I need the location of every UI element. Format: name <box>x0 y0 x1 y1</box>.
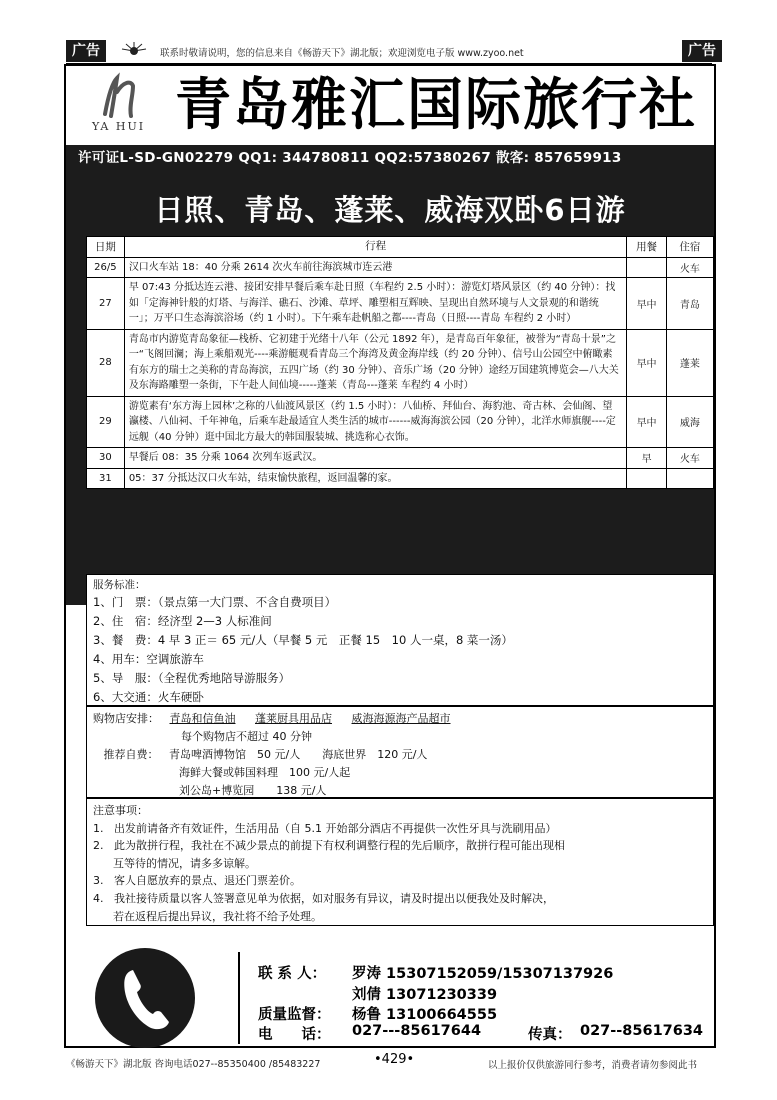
row-route: 汉口火车站 18：40 分乘 2614 次火车前往海滨城市连云港 <box>124 257 627 278</box>
row-route: 早 07:43 分抵达连云港、接团安排早餐后乘车赴日照（车程约 2.5 小时）：游览灯塔风景区（约 40 分钟）：找如「定海神针般的灯塔、与海洋、礁石、沙滩、草坪、雕塑相互辉映、呈现出自然环境与人文景观的和谐统一」；万平口生态海滨浴场（约 1 小时）。下午乘车赴帆船之都----青岛（日照----青岛 车程约 2 小时） <box>124 278 627 330</box>
optional-line <box>93 746 707 764</box>
shopping-label: 购物店安排： <box>93 712 159 725</box>
table-row <box>87 278 714 330</box>
license-line: 许可证L-SD-GN02279 QQ1: 344780811 QQ2:57380267 散客: 857659913 <box>78 150 622 166</box>
tel-label: 电 话： <box>258 1027 331 1043</box>
tel-number: 027---85617644 <box>352 1023 482 1039</box>
note-item: 2. 此为散拼行程，我社在不减少景点的前提下有权利调整行程的先后顺序，散拼行程可能出现相 <box>93 839 565 853</box>
shopping-section <box>86 706 714 798</box>
row-meal: 早中 <box>627 329 666 396</box>
row-meal: 早 <box>627 448 666 469</box>
row-date: 28 <box>87 329 125 396</box>
table-row <box>87 448 714 469</box>
phone-icon <box>95 948 195 1048</box>
optional-label: 推荐自费： <box>103 748 159 761</box>
note-item-cont: 若在返程后提出异议，我社将不给予处理。 <box>113 909 322 923</box>
brand-sub: YA HUI <box>92 120 146 133</box>
footer-left: 《畅游天下》湖北版 咨询电话027--85350400 /85483227 <box>66 1059 321 1070</box>
row-route: 05：37 分抵达汉口火车站，结束愉快旅程，返回温馨的家。 <box>124 468 627 489</box>
supervisor-label: 质量监督： <box>258 1007 331 1023</box>
row-meal: 早中 <box>627 278 666 330</box>
service-item: 1、门 票：（景点第一大门票、不含自费项目） <box>93 595 337 609</box>
footer-right: 以上报价仅供旅游同行参考，消费者请勿参阅此书 <box>488 1060 698 1071</box>
row-date: 31 <box>87 468 125 489</box>
contact-person-1: 罗涛 15307152059/15307137926 <box>352 966 614 982</box>
row-date: 29 <box>87 396 125 448</box>
row-date: 26/5 <box>87 257 125 278</box>
table-header-row <box>87 237 714 258</box>
shopping-store: 蓬莱厨具用品店 <box>255 712 332 725</box>
row-stay: 火车 <box>666 257 713 278</box>
shopping-limit: 每个购物店不超过 40 分钟 <box>181 730 312 743</box>
row-stay: 蓬莱 <box>666 329 713 396</box>
col-date: 日期 <box>87 237 125 258</box>
col-route: 行程 <box>124 237 627 258</box>
service-item: 2、住 宿：经济型 2—3 人标准间 <box>93 614 272 628</box>
shopping-stores-line <box>93 710 707 728</box>
supervisor: 杨鲁 13100664555 <box>352 1007 498 1023</box>
company-name: 青岛雅汇国际旅行社 <box>175 73 697 138</box>
service-heading: 服务标准： <box>93 579 146 591</box>
row-meal <box>627 468 666 489</box>
tour-banner: 日照、青岛、蓬莱、威海双卧6日游 <box>154 193 626 227</box>
row-route: 青岛市内游览青岛象征—栈桥、它初建于光绪十八年（公元 1892 年），是青岛百年象征，被誉为“青岛十景”之一“飞阁回澜；海上乘船观光----乘游艇观看青岛三个海湾及黄金海岸线（约 20 分钟）、信号山公园空中俯瞰素有东方的瑞士之美称的青岛海滨，五四广场（约 30 分钟）、音乐广场（20 分钟）途经万国建筑博览会—八大关及东海路雕塑一条街，下午赴人间仙境-----蓬莱（青岛---蓬莱 车程约 4 小时） <box>124 329 627 396</box>
row-route: 早餐后 08：35 分乘 1064 次列车返武汉。 <box>124 448 627 469</box>
notes-heading: 注意事项： <box>93 804 148 817</box>
optional-item: 海鲜大餐或韩国料理 100 元/人起 <box>179 766 351 779</box>
service-standards <box>86 574 714 706</box>
service-item: 3、餐 费：4 早 3 正＝ 65 元/人（早餐 5 元 正餐 15 10 人一桌，8 菜一汤） <box>93 633 513 647</box>
row-date: 30 <box>87 448 125 469</box>
table-row <box>87 396 714 448</box>
publisher-logo <box>114 40 154 62</box>
shopping-store: 威海海源海产品超市 <box>351 712 451 725</box>
service-item: 4、用车：空调旅游车 <box>93 652 204 666</box>
row-meal: 早中 <box>627 396 666 448</box>
table-row <box>87 257 714 278</box>
itinerary-table <box>86 236 714 489</box>
top-note: 联系时敬请说明，您的信息来自《畅游天下》湖北版；欢迎浏览电子版 www.zyoo.net <box>160 48 524 59</box>
shopping-store: 青岛和信鱼油 <box>169 712 236 725</box>
ad-label-left: 广告 <box>66 40 106 62</box>
service-item: 5、导 服：（全程优秀地陪导游服务） <box>93 671 291 685</box>
page-number: •429• <box>374 1052 415 1067</box>
optional-item: 青岛啤酒博物馆 50 元/人 海底世界 120 元/人 <box>169 748 428 761</box>
row-stay: 青岛 <box>666 278 713 330</box>
note-item: 3. 客人自愿放弃的景点、退还门票差价。 <box>93 874 301 888</box>
row-date: 27 <box>87 278 125 330</box>
row-stay: 威海 <box>666 396 713 448</box>
contact-divider <box>238 952 240 1044</box>
table-row <box>87 468 714 489</box>
optional-item: 刘公岛+博览园 138 元/人 <box>179 784 327 797</box>
contact-person-label: 联 系 人： <box>258 966 327 982</box>
row-stay <box>666 468 713 489</box>
fax-label: 传真： <box>528 1027 572 1043</box>
col-meal: 用餐 <box>627 237 666 258</box>
contact-person-2: 刘倩 13071230339 <box>352 987 498 1003</box>
row-stay: 火车 <box>666 448 713 469</box>
note-item: 4. 我社接待质量以客人签署意见单为依据，如对服务有异议，请及时提出以便我处及时解决， <box>93 891 554 905</box>
row-meal <box>627 257 666 278</box>
service-item: 6、大交通：火车硬卧 <box>93 690 204 704</box>
fax-number: 027--85617634 <box>580 1023 704 1039</box>
note-item-cont: 互等待的情况，请多多谅解。 <box>113 856 256 870</box>
row-route: 游览素有‘东方海上园林’之称的八仙渡风景区（约 1.5 小时）：八仙桥、拜仙台、海豹池、奇古林、会仙阁、望瀛楼、八仙祠、千年神龟，后乘车赴最适宜人类生活的城市------威海海滨公园（20 分钟），北洋水师旗舰----定远舰（40 分钟）逛中国北方最大的韩国服装城、挑选称心衣饰。 <box>124 396 627 448</box>
table-row <box>87 329 714 396</box>
notes-section <box>86 798 714 926</box>
col-stay: 住宿 <box>666 237 713 258</box>
ad-label-right: 广告 <box>682 40 722 62</box>
note-item: 1. 出发前请备齐有效证件，生活用品（自 5.1 开始部分酒店不再提供一次性牙具与洗刷用品） <box>93 821 557 835</box>
